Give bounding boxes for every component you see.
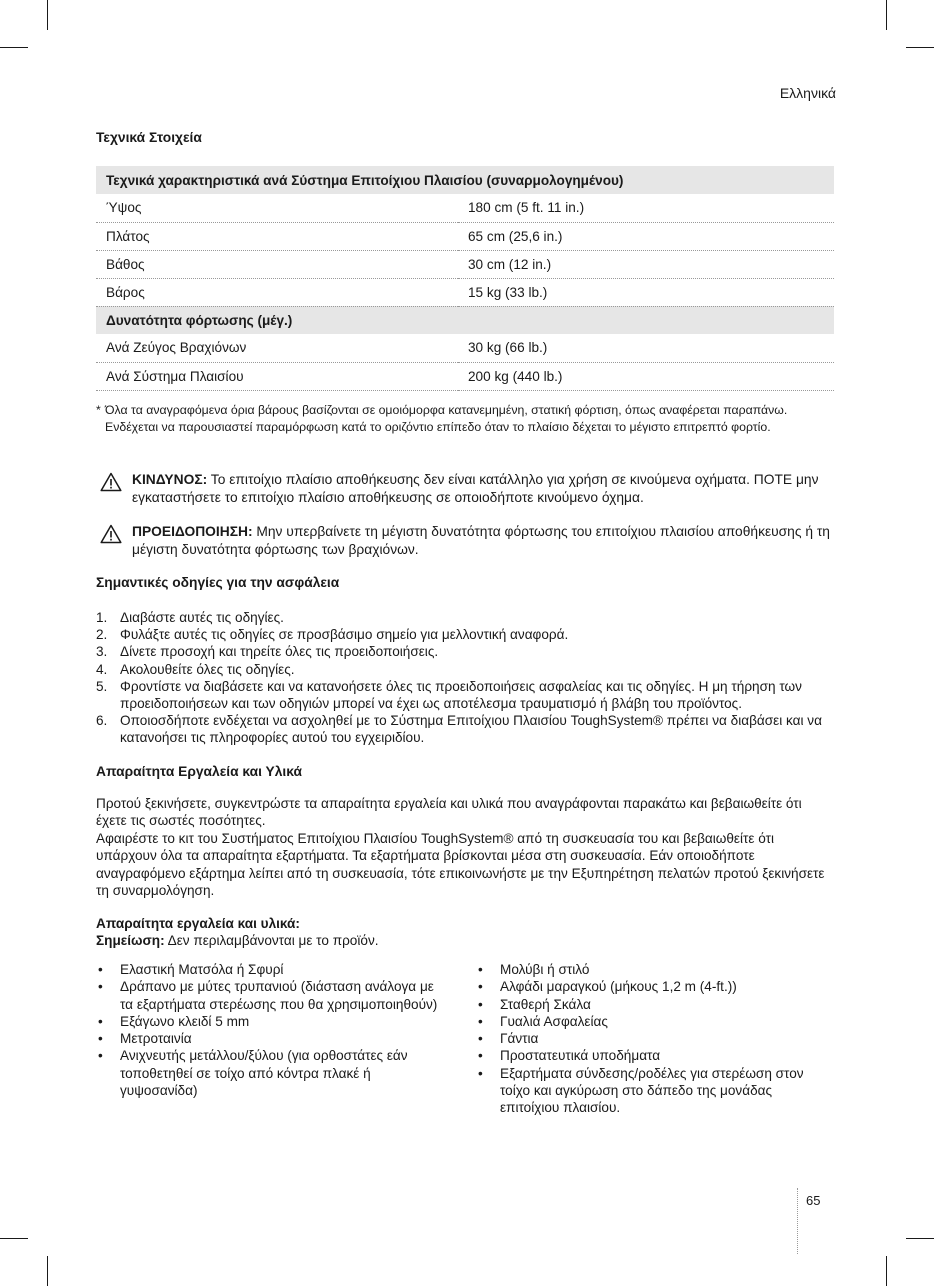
bullet-icon: •: [98, 979, 103, 995]
list-text: Δράπανο με μύτες τρυπανιού (διάσταση ανάλογα με τα εξαρτήματα στερέωσης που θα χρησιμοποιηθούν): [120, 979, 438, 1012]
table-row: [96, 222, 834, 250]
spec-label: Βάθος: [96, 250, 458, 278]
warning-triangle-icon: [100, 472, 122, 492]
crop-mark: [906, 47, 934, 48]
required-items-title: Απαραίτητα εργαλεία και υλικά:: [96, 916, 300, 931]
safety-section-title: Σημαντικές οδηγίες για την ασφάλεια: [96, 575, 340, 590]
list-text: Φυλάξτε αυτές τις οδηγίες σε προσβάσιμο σημείο για μελλοντική αναφορά.: [120, 627, 569, 643]
spec-value: 15 kg (33 lb.): [458, 278, 834, 306]
list-number: 6.: [96, 713, 108, 729]
list-item: [96, 961, 441, 978]
spec-header-row: [96, 306, 834, 334]
spec-value: 200 kg (440 lb.): [458, 362, 834, 390]
list-text: Οποιοσδήποτε ενδέχεται να ασχοληθεί με το Σύστημα Επιτοίχιου Πλαισίου ToughSystem® πρέπει να διαβάσει και να κατανοήσει τις πληροφορίες αυτού του εγχειριδίου.: [120, 713, 822, 746]
spec-table: [96, 166, 834, 391]
bullet-icon: •: [478, 1013, 483, 1029]
table-row: [96, 194, 834, 222]
table-row: [96, 362, 834, 390]
list-text: Φροντίστε να διαβάσετε και να κατανοήσετε όλες τις προειδοποιήσεις ασφαλείας και τις οδηγίες. Η μη τήρηση των προειδοποιήσεων και των οδηγιών μπορεί να έχει ως αποτέλεσμα τραυματισμό ή βλάβη του προϊόντος.: [120, 678, 802, 712]
spec-label: Πλάτος: [96, 222, 458, 250]
spec-label: Ανά Σύστημα Πλαισίου: [96, 362, 458, 390]
spec-value: 30 kg (66 lb.): [458, 334, 834, 362]
warning-label: ΠΡΟΕΙΔΟΠΟΙΗΣΗ:: [132, 524, 253, 539]
danger-label: ΚΙΝΔΥΝΟΣ:: [132, 472, 208, 487]
footnote-text: Όλα τα αναγραφόμενα όρια βάρους βασίζονται σε ομοιόμορφα κατανεμημένη, στατική φόρτιση, όπως αναφέρεται παραπάνω. Ενδέχεται να παρουσιαστεί παραμόρφωση κατά το οριζόντιο επίπεδο όταν το πλαίσιο δέχεται το μέγιστο επιτρεπτό φορτίο.: [105, 403, 788, 434]
table-row: [96, 334, 834, 362]
table-row: [96, 250, 834, 278]
spec-label: Βάρος: [96, 278, 458, 306]
bullet-icon: •: [478, 1065, 483, 1081]
list-item: [476, 961, 821, 978]
spec-header-row: [96, 166, 834, 194]
list-item: [96, 626, 836, 643]
crop-mark: [0, 47, 28, 48]
list-text: Αλφάδι μαραγκού (μήκους 1,2 m (4-ft.)): [500, 979, 737, 995]
list-text: Μολύβι ή στιλό: [500, 962, 590, 977]
danger-notice: [100, 471, 836, 507]
list-item: [96, 661, 836, 678]
list-item: [96, 1030, 441, 1047]
required-items-heading: [96, 915, 379, 950]
tools-intro: [96, 795, 836, 899]
bullet-icon: •: [478, 996, 483, 1012]
bullet-icon: •: [478, 979, 483, 995]
crop-mark: [47, 0, 48, 30]
spec-value: 180 cm (5 ft. 11 in.): [458, 194, 834, 222]
crop-mark: [906, 1238, 934, 1239]
bullet-icon: •: [478, 962, 483, 977]
bullet-icon: •: [98, 962, 103, 977]
crop-mark: [0, 1238, 28, 1239]
list-item: [96, 678, 836, 712]
list-number: 2.: [96, 627, 108, 643]
tools-paragraph: Προτού ξεκινήσετε, συγκεντρώστε τα απαραίτητα εργαλεία και υλικά που αναγράφονται παρακάτω και βεβαιωθείτε ότι έχετε τις σωστές ποσότητες.: [96, 796, 802, 829]
list-text: Ακολουθείτε όλες τις οδηγίες.: [120, 661, 295, 677]
spec-header: Τεχνικά χαρακτηριστικά ανά Σύστημα Επιτοίχιου Πλαισίου (συναρμολογημένου): [96, 166, 834, 194]
footnote-star: *: [96, 403, 101, 417]
list-item: [476, 1047, 821, 1064]
warning-notice: [100, 523, 836, 559]
list-text: Σταθερή Σκάλα: [500, 996, 591, 1012]
tools-section-title: Απαραίτητα Εργαλεία και Υλικά: [96, 764, 302, 779]
list-text: Διαβάστε αυτές τις οδηγίες.: [120, 610, 284, 625]
tools-paragraph: Αφαιρέστε το κιτ του Συστήματος Επιτοίχιου Πλαισίου ToughSystem® από τη συσκευασία του και βεβαιωθείτε ότι υπάρχουν όλα τα απαραίτητα εξαρτήματα. Τα εξαρτήματα βρίσκονται μέσα στη συσκευασία. Εάν οποιοδήποτε αναγραφόμενο εξάρτημα λείπει από τη συσκευασία, τότε επικοινωνήστε με την Εξυπηρέτηση πελατών προτού ξεκινήσετε τη συναρμολόγηση.: [96, 830, 825, 899]
bullet-icon: •: [98, 1048, 103, 1064]
list-item: [96, 1047, 441, 1099]
spec-label: Ανά Ζεύγος Βραχιόνων: [96, 334, 458, 362]
list-number: 3.: [96, 644, 108, 660]
footnote: [96, 402, 836, 436]
warning-text: Μην υπερβαίνετε τη μέγιστη δυνατότητα φόρτωσης του επιτοίχιου πλαισίου αποθήκευσης ή τη μέγιστη δυνατότητα φόρτωσης των βραχιόνων.: [132, 524, 830, 557]
tools-list-left: [96, 961, 441, 1099]
bullet-icon: •: [478, 1031, 483, 1047]
language-label: Ελληνικά: [779, 85, 836, 101]
list-item: [476, 1013, 821, 1030]
safety-list: [96, 609, 836, 747]
list-text: Εξάγωνο κλειδί 5 mm: [120, 1013, 250, 1029]
crop-mark: [47, 1256, 48, 1286]
list-item: [476, 1030, 821, 1047]
spec-value: 30 cm (12 in.): [458, 250, 834, 278]
list-item: [96, 712, 836, 746]
list-text: Γυαλιά Ασφαλείας: [500, 1013, 608, 1029]
list-item: [476, 1065, 821, 1117]
list-item: [96, 1013, 441, 1030]
page-number: 65: [806, 1193, 821, 1208]
tech-section-title: Τεχνικά Στοιχεία: [96, 130, 202, 145]
tools-list-right: [476, 961, 821, 1117]
list-number: 5.: [96, 678, 108, 694]
list-item: [96, 643, 836, 660]
list-item: [96, 978, 441, 1013]
list-text: Εξαρτήματα σύνδεσης/ροδέλες για στερέωση στον τοίχο και αγκύρωση στο δάπεδο της μονάδας επιτοίχιου πλαισίου.: [500, 1065, 804, 1116]
list-text: Γάντια: [500, 1031, 539, 1047]
list-text: Ελαστική Ματσόλα ή Σφυρί: [120, 962, 284, 977]
danger-text: Το επιτοίχιο πλαίσιο αποθήκευσης δεν είναι κατάλληλο για χρήση σε κινούμενα οχήματα. ΠΟΤΕ μην εγκαταστήσετε το επιτοίχιο πλαίσιο αποθήκευσης σε οποιοδήποτε κινούμενο όχημα.: [132, 472, 819, 505]
list-number: 4.: [96, 661, 108, 677]
list-item: [476, 996, 821, 1013]
bullet-icon: •: [98, 1031, 103, 1047]
table-row: [96, 278, 834, 306]
note-label: Σημείωση:: [96, 933, 165, 949]
list-text: Μετροταινία: [120, 1031, 192, 1047]
list-text: Δίνετε προσοχή και τηρείτε όλες τις προειδοποιήσεις.: [120, 644, 439, 660]
list-text: Προστατευτικά υποδήματα: [500, 1048, 661, 1064]
bullet-icon: •: [478, 1048, 483, 1064]
list-number: 1.: [96, 610, 108, 625]
spec-value: 65 cm (25,6 in.): [458, 222, 834, 250]
bullet-icon: •: [98, 1013, 103, 1029]
crop-mark: [886, 0, 887, 30]
note-text: Δεν περιλαμβάνονται με το προϊόν.: [164, 933, 379, 949]
crop-mark: [886, 1256, 887, 1286]
spec-label: Ύψος: [96, 194, 458, 222]
list-item: [96, 609, 836, 626]
spec-header: Δυνατότητα φόρτωσης (μέγ.): [96, 306, 834, 334]
warning-triangle-icon: [100, 524, 122, 544]
page-number-divider: [797, 1188, 798, 1254]
list-item: [476, 978, 821, 995]
list-text: Ανιχνευτής μετάλλου/ξύλου (για ορθοστάτες εάν τοποθετηθεί σε τοίχο από κόντρα πλακέ ή γυψοσανίδα): [120, 1048, 408, 1099]
